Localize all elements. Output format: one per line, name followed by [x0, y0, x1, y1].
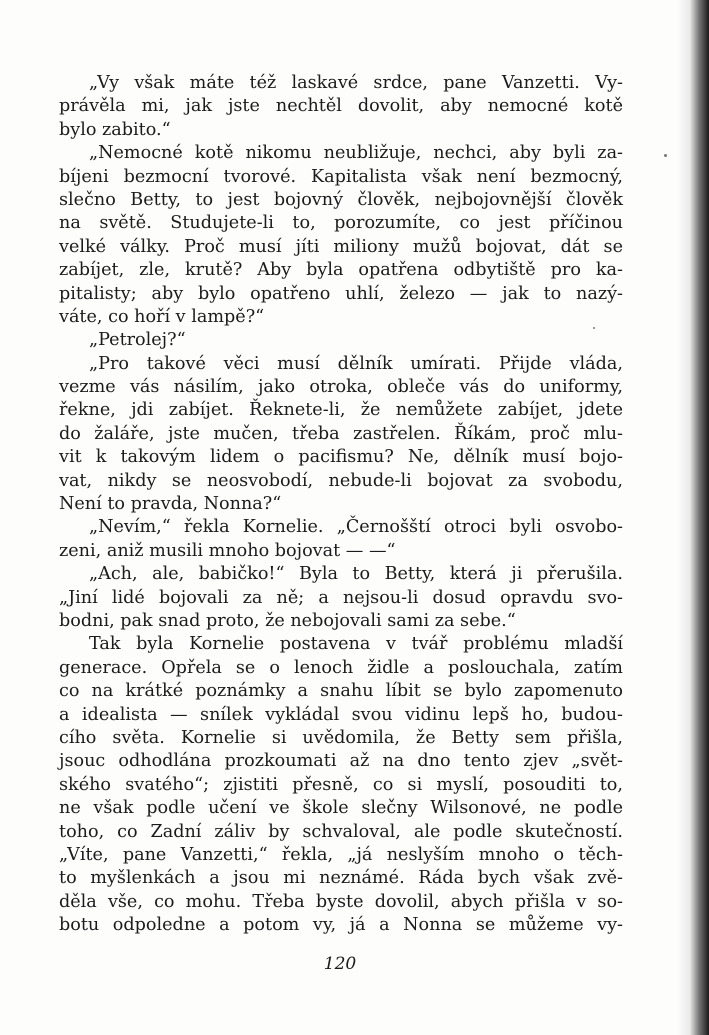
text-line: generace. Opřela se o lenoch židle a poslouchala, zatím	[59, 657, 623, 678]
book-spine-shadow	[677, 0, 709, 1035]
text-line: řekne, jdi zabíjet. Řeknete-li, že nemůžete zabíjet, jdete	[59, 400, 623, 421]
text-line: na světě. Studujete-li to, porozumíte, co jest příčinou	[59, 213, 623, 234]
body-text	[59, 72, 623, 937]
text-line: do žaláře, jste mučen, třeba zastřelen. Říkám, proč mlu-	[59, 423, 623, 444]
text-line: botu odpoledne a potom vy, já a Nonna se můžeme vy-	[59, 915, 623, 936]
text-line: „Nemocné kotě nikomu neubližuje, nechci, aby byli za-	[89, 143, 623, 164]
text-line: velké války. Proč musí jíti miliony mužů bojovat, dát se	[59, 236, 623, 257]
text-line: „Víte, pane Vanzetti,“ řekla, „já neslyším mnoho o těch-	[59, 844, 623, 865]
text-line: bodni, pak snad proto, že nebojovali sami za sebe.“	[59, 610, 516, 631]
text-line: bylo zabito.“	[59, 119, 171, 140]
text-line: cího světa. Kornelie si uvědomila, že Betty sem přišla,	[59, 727, 623, 748]
text-line: slečno Betty, to jest bojovný člověk, nejbojovnější člověk	[59, 189, 623, 210]
text-line: pitalisty; aby bylo opatřeno uhlí, železo — jak to nazý-	[59, 283, 623, 304]
text-line: „Vy však máte též laskavé srdce, pane Vanzetti. Vy-	[89, 73, 623, 93]
text-line: ne však podle učení ve škole slečny Wilsonové, ne podle	[59, 798, 623, 819]
text-line: vezme vás násilím, jako otroka, obleče vás do uniformy,	[59, 377, 623, 398]
text-line: to myšlenkách a jsou mi neznámé. Ráda bych však zvě-	[59, 868, 623, 889]
text-line: Není to pravda, Nonna?“	[59, 494, 282, 515]
text-line: bíjeni bezmocní tvorové. Kapitalista však není bezmocný,	[59, 166, 623, 187]
text-line: jsouc odhodlána prozkoumati až na dno tento zjev „svět-	[59, 751, 623, 772]
page-number: 120	[323, 954, 357, 974]
text-line: vat, nikdy se neosvobodí, nebude-li bojovat za svobodu,	[59, 470, 623, 491]
text-line: váte, co hoří v lampě?“	[59, 306, 265, 327]
text-line: co na krátké poznámky a snahu líbit se bylo zapomenuto	[59, 681, 623, 702]
text-line: „Jiní lidé bojovali za ně; a nejsou-li dosud opravdu svo-	[59, 587, 623, 608]
text-line: „Petrolej?“	[89, 330, 186, 351]
text-line: „Ach, ale, babičko!“ Byla to Betty, která ji přerušila.	[89, 564, 623, 585]
text-line: právěla mi, jak jste nechtěl dovolit, aby nemocné kotě	[59, 96, 623, 117]
text-line: „Pro takové věci musí dělník umírati. Přijde vláda,	[89, 353, 623, 374]
text-line: zabíjet, zle, krutě? Aby byla opatřena odbytiště pro ka-	[59, 260, 623, 281]
paper-speck	[664, 154, 667, 157]
text-line: děla vše, co mohu. Třeba byste dovolil, abych přišla v so-	[59, 891, 623, 912]
text-line: Tak byla Kornelie postavena v tvář problému mladší	[89, 634, 623, 655]
text-line: zeni, aniž musili mnoho bojovat — —“	[59, 540, 396, 561]
text-line: ského svatého“; zjistiti přesně, co si myslí, posouditi to,	[59, 774, 623, 795]
text-line: vit k takovým lidem o pacifismu? Ne, dělník musí bojo-	[59, 447, 623, 468]
text-line: „Nevím,“ řekla Kornelie. „Černošští otroci byli osvobo-	[89, 517, 623, 538]
text-line: a idealista — snílek vykládal svou vidinu lepš ho, budou-	[59, 704, 623, 725]
text-line: toho, co Zadní záliv by schvaloval, ale podle skutečností.	[59, 821, 623, 842]
